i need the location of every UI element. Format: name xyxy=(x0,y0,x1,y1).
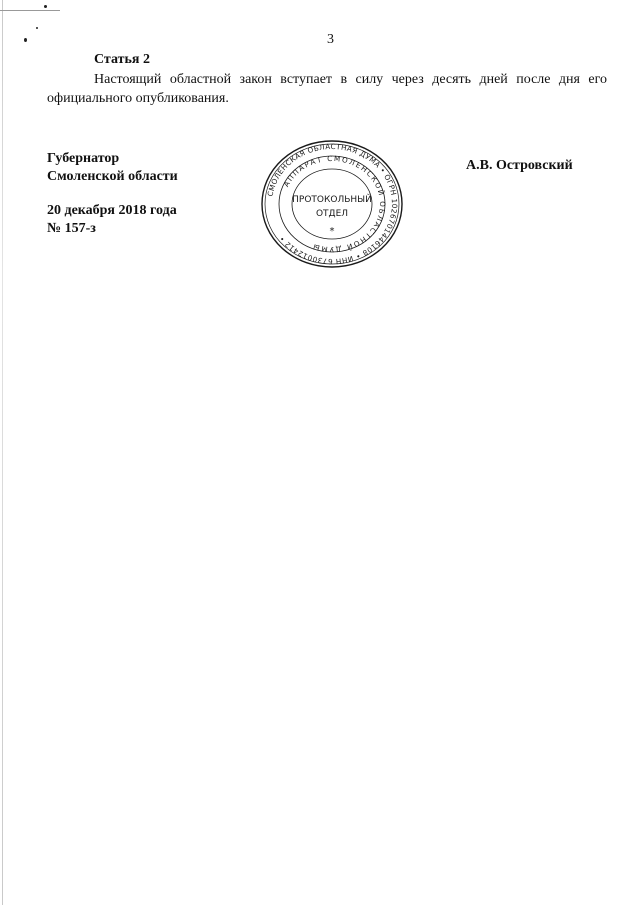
signer-name: А.В. Островский xyxy=(466,158,573,173)
official-seal-stamp xyxy=(258,139,406,269)
seal-star: * xyxy=(329,226,335,237)
seal-inner-ring-text: АППАРАТ СМОЛЕНСКОЙ ОБЛАСТНОЙ ДУМЫ xyxy=(281,153,388,255)
article-body: Настоящий областной закон вступает в силу через десять дней после дня его официального опубликования. xyxy=(47,72,607,106)
law-date: 20 декабря 2018 года xyxy=(47,203,177,218)
scan-edge-top xyxy=(0,10,60,11)
scan-edge-left xyxy=(2,0,3,905)
seal-outer-ring-text: СМОЛЕНСКАЯ ОБЛАСТНАЯ ДУМА • ОГРН 1026701446108 • ИНН 6730012412 • xyxy=(265,141,400,267)
law-date-block xyxy=(47,202,177,238)
signer-position-line1: Губернатор xyxy=(47,151,120,166)
seal-center-line1: ПРОТОКОЛЬНЫЙ xyxy=(292,195,372,205)
seal-center-line2: ОТДЕЛ xyxy=(315,209,349,219)
law-number: № 157-з xyxy=(47,221,96,236)
scan-speck xyxy=(36,27,38,29)
signer-position xyxy=(47,150,178,186)
article-title: Статья 2 xyxy=(94,52,150,67)
scan-speck xyxy=(44,5,47,8)
signer-position-line2: Смоленской области xyxy=(47,169,178,184)
scan-speck xyxy=(24,38,27,42)
page-number: 3 xyxy=(327,32,334,47)
